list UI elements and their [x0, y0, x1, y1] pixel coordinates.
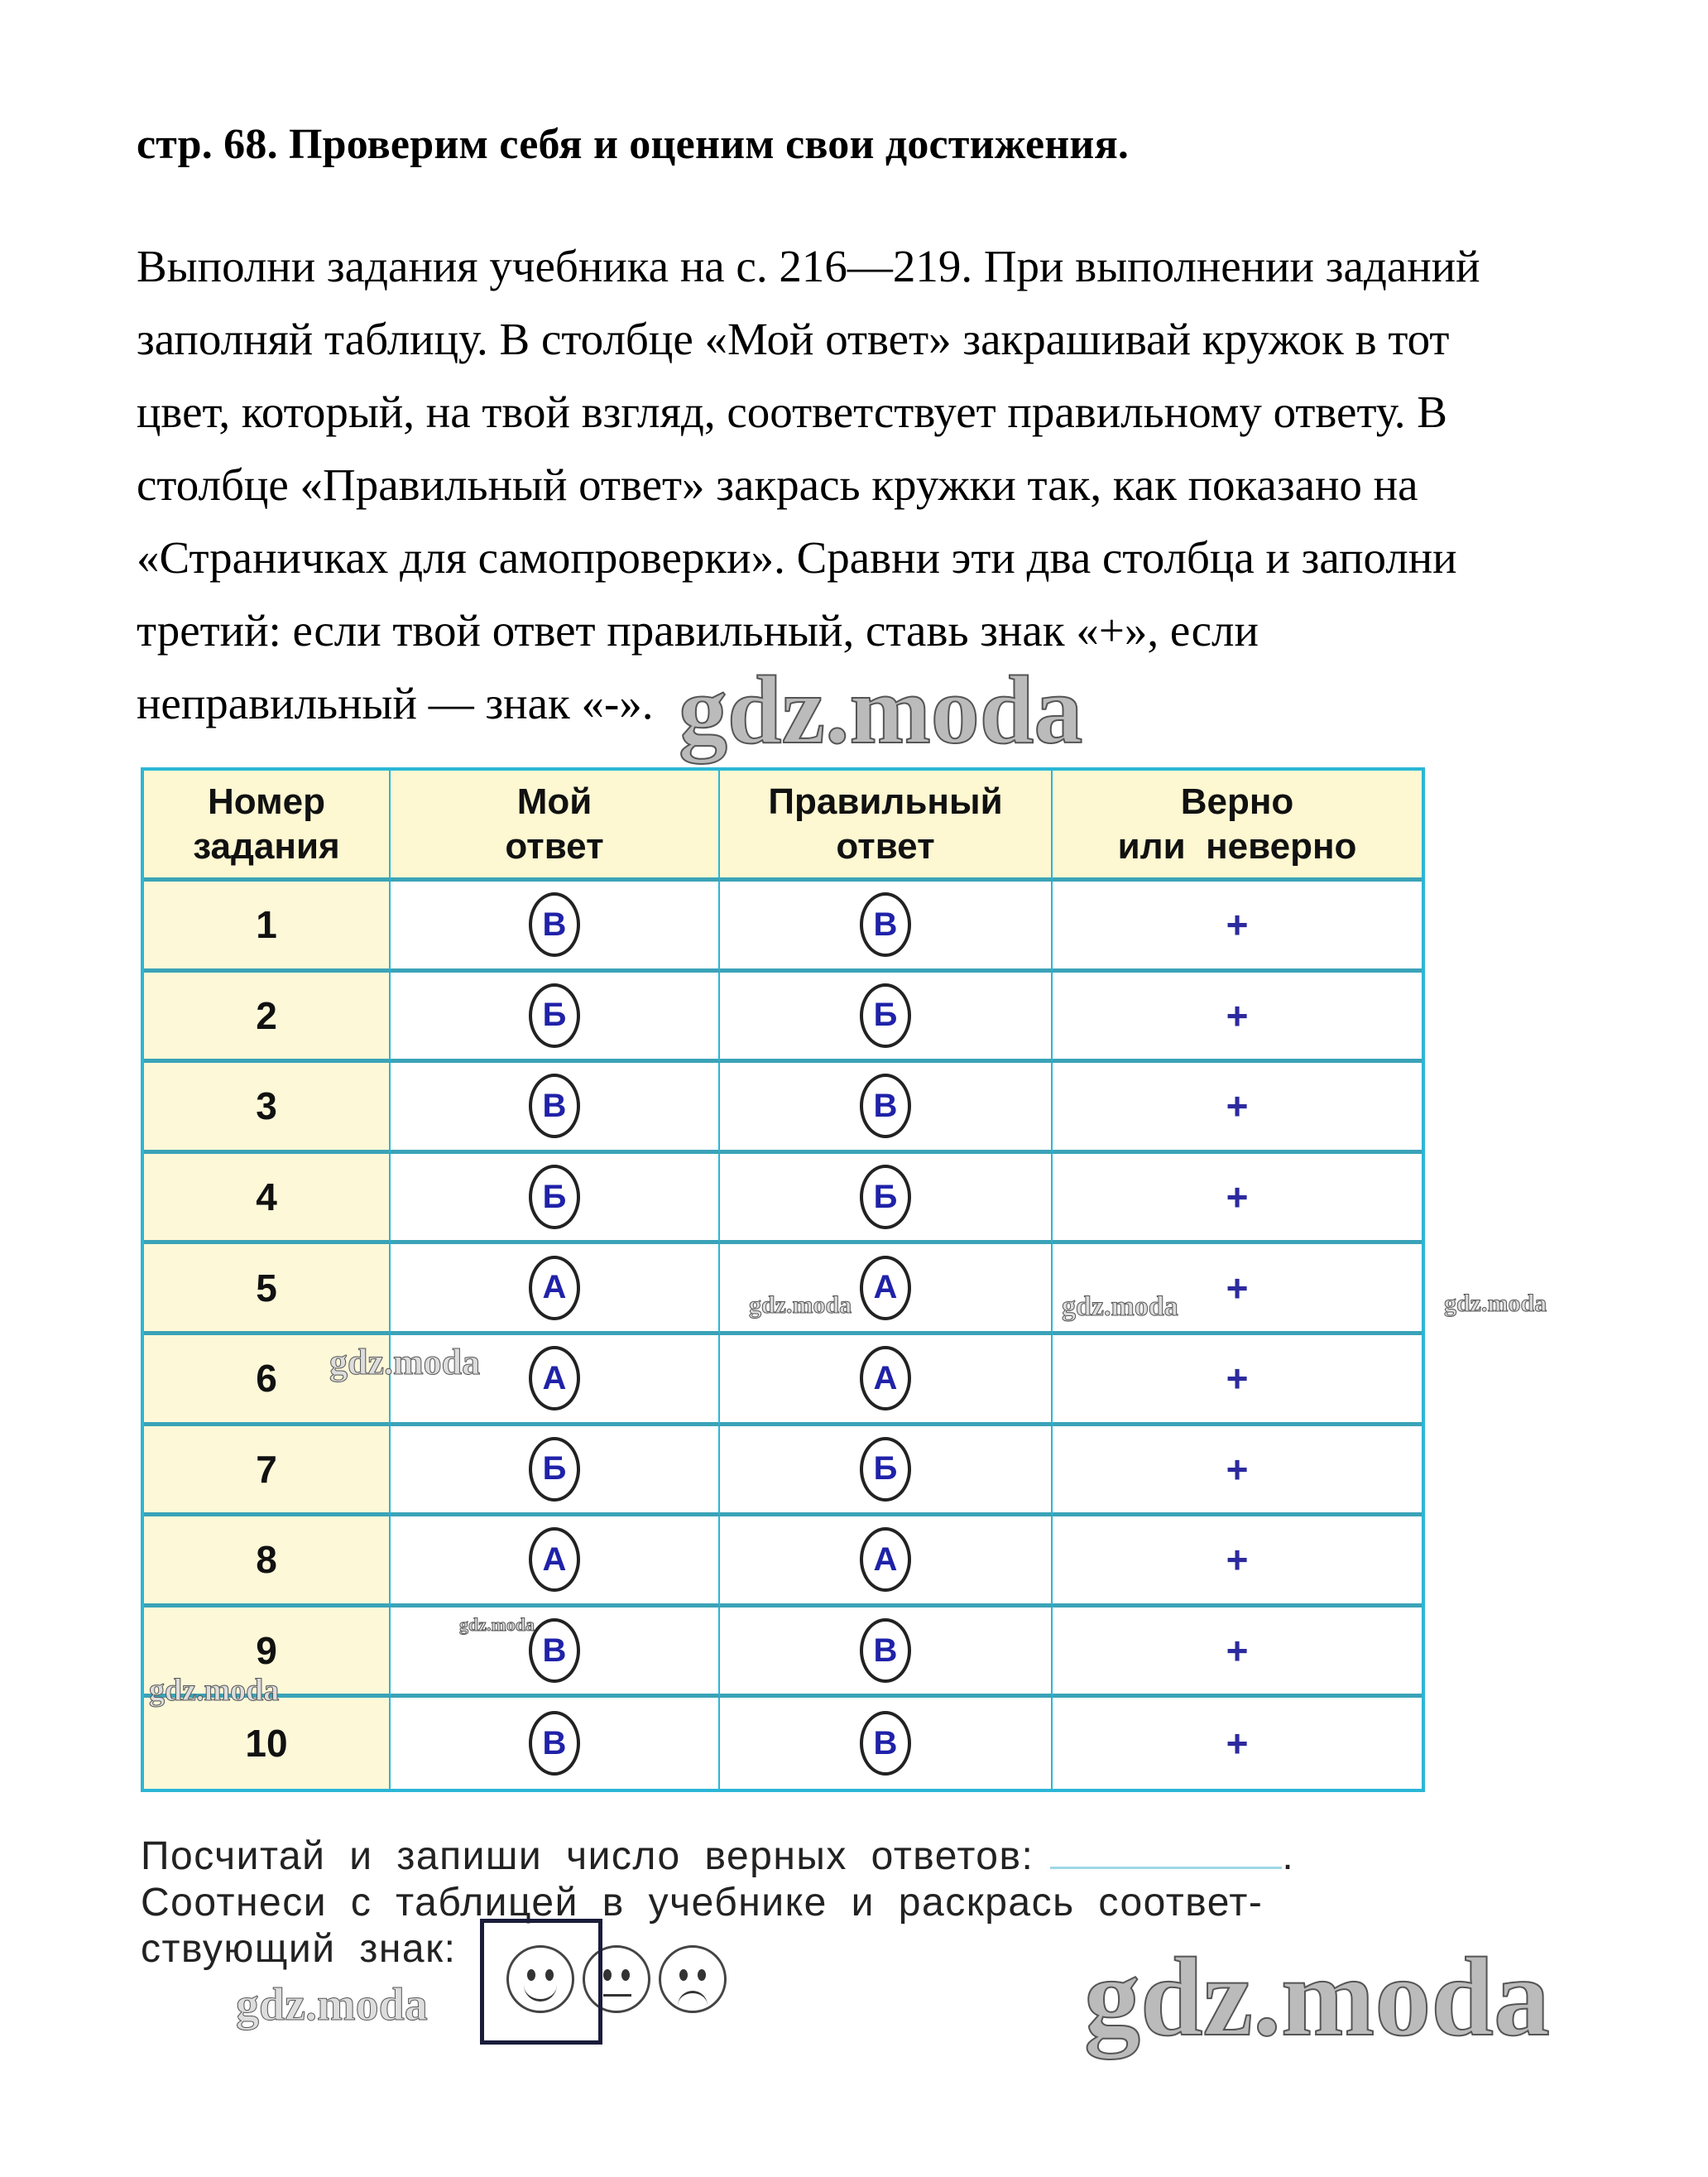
- selected-smiley-frame: [480, 1919, 602, 2045]
- header-text: Правильный: [768, 781, 1003, 822]
- header-correct-answer: [720, 771, 1053, 882]
- result-cell: [1053, 882, 1422, 973]
- result-mark: +: [1226, 1722, 1249, 1766]
- sad-face-icon[interactable]: [659, 1945, 727, 2013]
- task-number-cell: [144, 1244, 391, 1335]
- result-mark: +: [1226, 1175, 1249, 1219]
- header-text: Верно: [1180, 781, 1294, 822]
- correct-answer-cell: [720, 1426, 1053, 1517]
- answer-circle[interactable]: Б: [860, 1437, 911, 1502]
- header-text: или неверно: [1117, 825, 1357, 867]
- answer-circle[interactable]: Б: [860, 983, 911, 1048]
- task-number: 8: [256, 1538, 277, 1582]
- sign-prompt: ствующий знак:: [141, 1927, 457, 1971]
- instruction-line: третий: если твой ответ правильный, ставь знак «+», если: [137, 605, 1259, 656]
- task-number: 10: [245, 1722, 288, 1766]
- task-number: 9: [256, 1629, 277, 1673]
- watermark: gdz.moda: [1444, 1290, 1547, 1317]
- count-answer-blank[interactable]: [1050, 1867, 1282, 1869]
- instruction-line: Выполни задания учебника на с. 216—219. При выполнении заданий: [137, 241, 1480, 291]
- header-my-answer: [391, 771, 720, 882]
- task-number: 1: [256, 903, 277, 947]
- watermark: gdz.moda: [1062, 1291, 1178, 1322]
- result-cell: [1053, 1608, 1422, 1699]
- answer-circle[interactable]: В: [860, 1618, 911, 1683]
- punctuation: .: [1282, 1834, 1295, 1878]
- watermark: gdz.moda: [149, 1673, 280, 1708]
- answer-circle[interactable]: В: [860, 1711, 911, 1776]
- header-text: Мой: [516, 781, 593, 822]
- result-mark: +: [1226, 1447, 1249, 1491]
- answer-circle[interactable]: В: [860, 1074, 911, 1138]
- task-number-cell: [144, 1063, 391, 1154]
- result-cell: [1053, 1063, 1422, 1154]
- my-answer-cell: [391, 1244, 720, 1335]
- result-cell: [1053, 973, 1422, 1064]
- my-answer-cell: [391, 882, 720, 973]
- answers-table: [141, 767, 1425, 1792]
- match-prompt: Соотнеси с таблицей в учебнике и раскрась соответ-: [141, 1881, 1264, 1925]
- answer-circle[interactable]: Б: [860, 1165, 911, 1229]
- answer-circle[interactable]: А: [529, 1527, 580, 1592]
- correct-answer-cell: [720, 1698, 1053, 1789]
- answer-circle[interactable]: А: [529, 1256, 580, 1320]
- correct-answer-cell: [720, 1516, 1053, 1608]
- header-text: задания: [193, 825, 340, 867]
- answer-circle[interactable]: Б: [529, 1165, 580, 1229]
- instruction-line: заполняй таблицу. В столбце «Мой ответ» закрашивай кружок в тот: [137, 314, 1450, 364]
- answer-circle[interactable]: В: [860, 892, 911, 957]
- count-prompt: Посчитай и запиши число верных ответов:: [141, 1834, 1034, 1878]
- correct-answer-cell: [720, 973, 1053, 1064]
- task-number-cell: [144, 1154, 391, 1245]
- result-mark: +: [1226, 1538, 1249, 1582]
- page-title: стр. 68. Проверим себя и оценим свои достижения.: [137, 121, 1130, 168]
- my-answer-cell: [391, 1698, 720, 1789]
- instruction-line: неправильный — знак «-».: [137, 678, 654, 728]
- correct-answer-cell: [720, 1335, 1053, 1426]
- task-number: 7: [256, 1447, 277, 1491]
- answer-circle[interactable]: В: [529, 1618, 580, 1683]
- task-number-cell: [144, 882, 391, 973]
- instruction-line: столбце «Правильный ответ» закрась кружки так, как показано на: [137, 459, 1418, 510]
- task-number: 4: [256, 1175, 277, 1219]
- result-mark: +: [1226, 1084, 1249, 1128]
- task-number-cell: [144, 1516, 391, 1608]
- header-right-or-wrong: [1053, 771, 1422, 882]
- task-number-cell: [144, 973, 391, 1064]
- result-mark: +: [1226, 993, 1249, 1037]
- header-task-number: [144, 771, 391, 882]
- answer-circle[interactable]: Б: [529, 983, 580, 1048]
- header-text: Номер: [208, 781, 325, 822]
- answer-circle[interactable]: А: [860, 1527, 911, 1592]
- answer-circle[interactable]: В: [529, 1711, 580, 1776]
- correct-answer-cell: [720, 1608, 1053, 1699]
- watermark: gdz.moda: [329, 1342, 481, 1382]
- result-cell: [1053, 1516, 1422, 1608]
- instruction-line: цвет, который, на твой взгляд, соответствует правильному ответу. В: [137, 387, 1447, 437]
- my-answer-cell: [391, 1608, 720, 1699]
- my-answer-cell: [391, 973, 720, 1064]
- watermark: gdz.moda: [749, 1291, 852, 1319]
- result-cell: [1053, 1698, 1422, 1789]
- task-number: 2: [256, 993, 277, 1037]
- my-answer-cell: [391, 1426, 720, 1517]
- my-answer-cell: [391, 1063, 720, 1154]
- correct-answer-cell: [720, 1154, 1053, 1245]
- result-mark: +: [1226, 1629, 1249, 1673]
- watermark: gdz.moda: [236, 1979, 428, 2030]
- instruction-line: «Страничках для самопроверки». Сравни эти два столбца и заполни: [137, 532, 1457, 583]
- task-number-cell: [144, 1426, 391, 1517]
- correct-answer-cell: [720, 1244, 1053, 1335]
- result-cell: [1053, 1426, 1422, 1517]
- task-number: 3: [256, 1084, 277, 1128]
- watermark: gdz.moda: [1084, 1935, 1550, 2059]
- answer-circle[interactable]: Б: [529, 1437, 580, 1502]
- task-number-cell: [144, 1698, 391, 1789]
- result-mark: +: [1226, 903, 1249, 947]
- task-number: 6: [256, 1357, 277, 1401]
- watermark: gdz.moda: [459, 1614, 535, 1635]
- correct-answer-cell: [720, 1063, 1053, 1154]
- answer-circle[interactable]: В: [529, 892, 580, 957]
- correct-answer-cell: [720, 882, 1053, 973]
- header-text: ответ: [505, 825, 604, 867]
- result-mark: +: [1226, 1266, 1249, 1310]
- result-cell: [1053, 1154, 1422, 1245]
- my-answer-cell: [391, 1516, 720, 1608]
- answer-circle[interactable]: А: [860, 1256, 911, 1320]
- my-answer-cell: [391, 1154, 720, 1245]
- watermark: gdz.moda: [679, 656, 1083, 764]
- answer-circle[interactable]: А: [529, 1346, 580, 1410]
- answer-circle[interactable]: В: [529, 1074, 580, 1138]
- result-mark: +: [1226, 1357, 1249, 1401]
- header-text: ответ: [836, 825, 935, 867]
- result-cell: [1053, 1335, 1422, 1426]
- task-number: 5: [256, 1266, 277, 1310]
- answer-circle[interactable]: А: [860, 1346, 911, 1410]
